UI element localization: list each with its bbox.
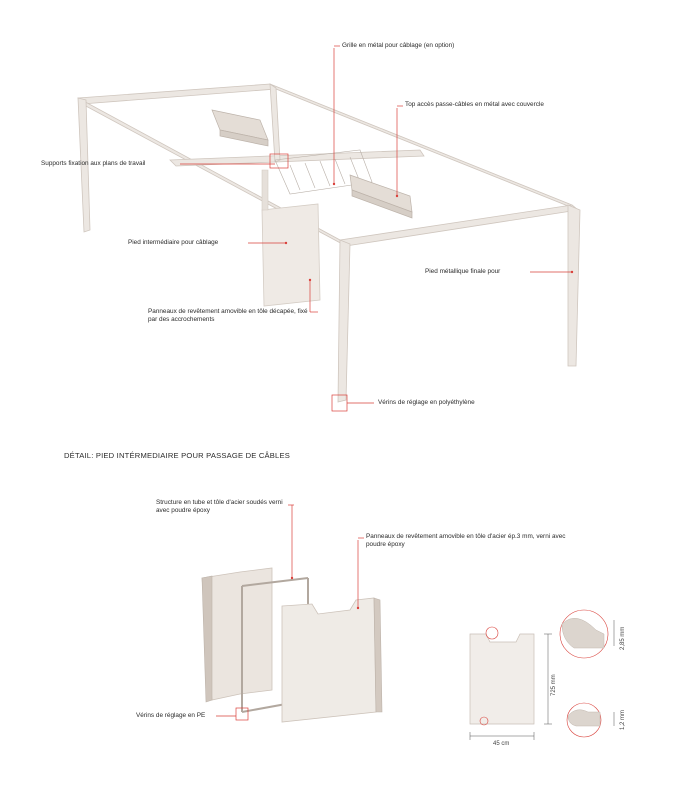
label-panneaux: Panneaux de revêtement amovible en tôle décapée, fixé par des accrochements [148,308,308,323]
back-panel [202,568,272,700]
front-panel [282,598,376,722]
dimension-notch-top: 2,85 mm [620,626,626,650]
label-pied-intermediaire: Pied intermédiaire pour câblage [128,239,219,246]
label-pied-metallique: Pied métallique finale pour [425,268,501,275]
detail-exploded [202,568,382,722]
label-structure: Structure en tube et tôle d'acier soudés verni avec poudre époxy [156,499,283,514]
label-top-acces: Top accès passe-câbles en métal avec couvercle [405,101,544,108]
dimension-notch-bottom: 1,2 mm [620,709,626,730]
leg-back-mid [270,84,280,162]
label-verins: Vérins de réglage en polyéthylène [378,399,475,406]
leg-front-right [568,205,580,366]
label-grille: Grille en métal pour câblage (en option) [342,42,455,49]
front-rail [340,205,578,246]
label-verins-pe: Vérins de réglage en PE [136,712,206,719]
label-supports: Supports fixation aux plans de travail [41,160,146,167]
leg-front-left [338,240,350,402]
middle-beam [170,150,424,166]
dimension-drawing [470,610,614,740]
dimension-height: 725 mm [551,674,557,696]
intermediate-leg [262,170,320,306]
back-left-rail [78,84,276,104]
detail-heading: DÉTAIL: PIED INTÉRMEDIAIRE POUR PASSAGE DE CÂBLES [64,451,290,460]
label-panneaux-detail: Panneaux de revêtement amovible en tôle d'acier ép.3 mm, verni avec poudre époxy [366,533,566,548]
dimension-width: 45 cm [493,741,510,747]
